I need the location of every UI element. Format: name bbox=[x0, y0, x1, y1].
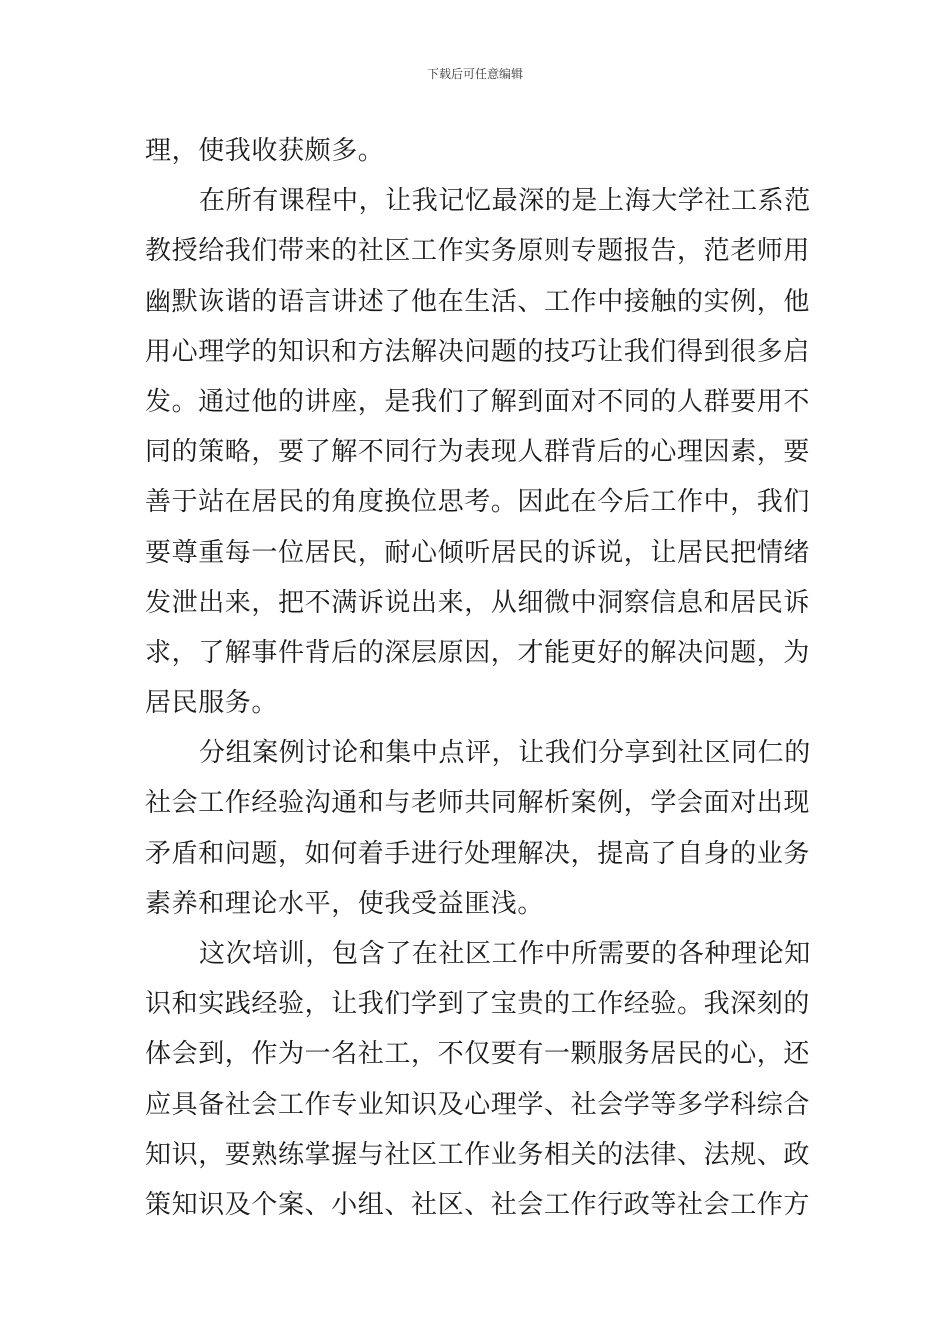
text-line: 发泄出来，把不满诉说出来，从细微中洞察信息和居民诉 bbox=[145, 587, 811, 618]
text-line: 识和实践经验，让我们学到了宝贵的工作经验。我深刻的 bbox=[145, 989, 811, 1020]
text-line: 社会工作经验沟通和与老师共同解析案例，学会面对出现 bbox=[145, 788, 811, 819]
text-line: 素养和理论水平，使我受益匪浅。 bbox=[145, 888, 545, 919]
text-line: 教授给我们带来的社区工作实务原则专题报告，范老师用 bbox=[145, 236, 811, 267]
text-line: 幽默诙谐的语言讲述了他在生活、工作中接触的实例，他 bbox=[145, 286, 811, 317]
text-line: 这次培训，包含了在社区工作中所需要的各种理论知 bbox=[199, 939, 811, 969]
text-line: 善于站在居民的角度换位思考。因此在今后工作中，我们 bbox=[145, 487, 811, 518]
document-body bbox=[145, 126, 815, 1230]
text-line: 矛盾和问题，如何着手进行处理解决，提高了自身的业务 bbox=[145, 838, 811, 869]
text-line: 理，使我收获颇多。 bbox=[145, 136, 385, 166]
text-line: 知识，要熟练掌握与社区工作业务相关的法律、法规、政 bbox=[145, 1139, 811, 1170]
page-header: 下载后可任意编辑 bbox=[426, 67, 523, 81]
text-line: 居民服务。 bbox=[145, 688, 279, 719]
text-line: 策知识及个案、小组、社区、社会工作行政等社会工作方 bbox=[145, 1189, 811, 1220]
text-line: 体会到，作为一名社工，不仅要有一颗服务居民的心，还 bbox=[145, 1039, 811, 1070]
text-line: 用心理学的知识和方法解决问题的技巧让我们得到很多启 bbox=[145, 336, 811, 367]
text-line: 发。通过他的讲座，是我们了解到面对不同的人群要用不 bbox=[145, 386, 811, 417]
text-line: 同的策略，要了解不同行为表现人群背后的心理因素，要 bbox=[145, 437, 811, 468]
text-line: 在所有课程中，让我记忆最深的是上海大学社工系范 bbox=[199, 186, 811, 217]
text-line: 应具备社会工作专业知识及心理学、社会学等多学科综合 bbox=[145, 1089, 811, 1120]
text-line: 要尊重每一位居民，耐心倾听居民的诉说，让居民把情绪 bbox=[145, 537, 811, 568]
text-line: 求，了解事件背后的深层原因，才能更好的解决问题，为 bbox=[145, 637, 811, 668]
text-line: 分组案例讨论和集中点评，让我们分享到社区同仁的 bbox=[199, 738, 811, 769]
